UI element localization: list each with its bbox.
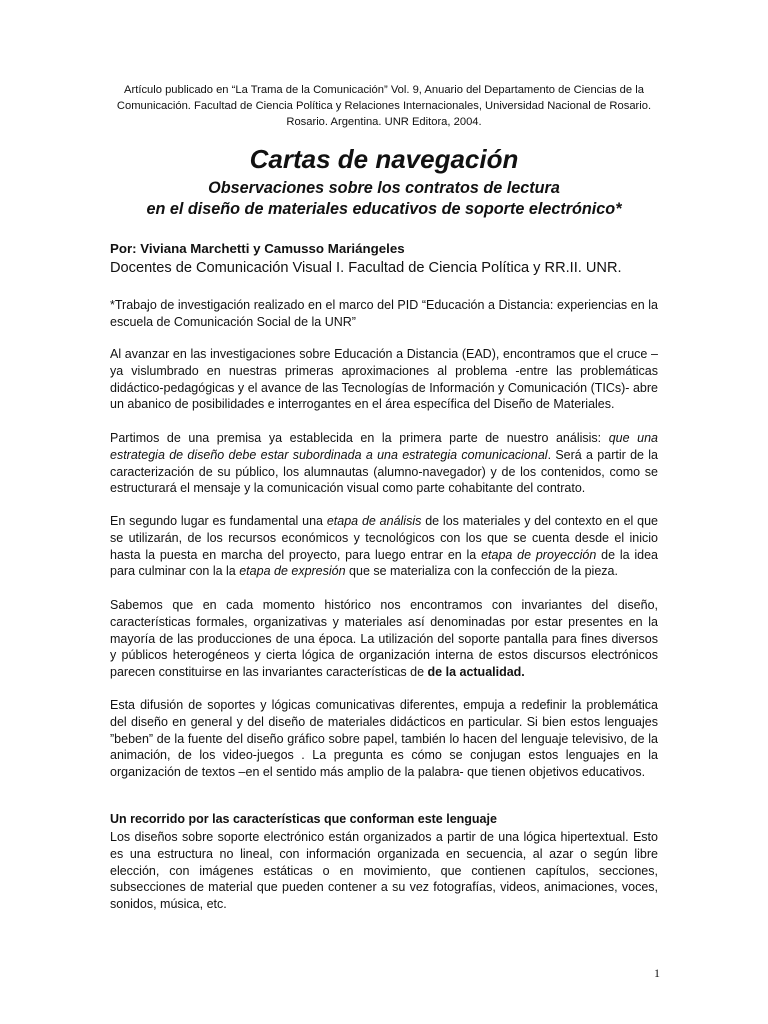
paragraph-3 xyxy=(110,513,658,580)
paragraph-3-text-g: que se materializa con la confección de la pieza. xyxy=(345,564,618,579)
paragraph-2-italic: que una estrategia de diseño debe estar subordinada a una estrategia comunicacional xyxy=(110,431,659,462)
paragraph-4-text-a: Sabemos que en cada momento histórico nos encontramos con invariantes del diseño, características formales, organizativas y materiales así denominadas por estar presentes en la mayoría de las producciones de una época. La utilización del soporte pantalla para fines diversos y públicos heterogéneos y cierta lógica de organización interna de estos discursos electrónicos parecen constituirse en las invariantes características de xyxy=(110,598,658,680)
paragraph-2 xyxy=(110,430,658,497)
affiliation-line: Docentes de Comunicación Visual I. Facultad de Ciencia Política y RR.II. UNR. xyxy=(110,260,622,276)
paragraph-3-text-a: En segundo lugar es fundamental una xyxy=(110,514,327,528)
paragraph-3-text-c: de los materiales y del contexto en el que se utilizarán, de los recursos económicos y tecnológicos con los que se cuenta desde el inicio hasta la puesta en marcha del proyecto, para luego entrar en la xyxy=(110,514,658,562)
subtitle-line-1: Observaciones sobre los contratos de lectura xyxy=(208,179,560,197)
page-number: 1 xyxy=(654,966,660,980)
subtitle-line-2: en el diseño de materiales educativos de soporte electrónico* xyxy=(146,200,622,218)
article-subtitle xyxy=(60,178,708,220)
authors-line: Por: Viviana Marchetti y Camusso Mariángeles xyxy=(110,241,405,256)
paragraph-3-italic-analysis: etapa de análisis xyxy=(326,514,422,528)
paragraph-3-italic-expression: etapa de expresión xyxy=(239,564,346,579)
paragraph-1: Al avanzar en las investigaciones sobre Educación a Distancia (EAD), encontramos que el cruce –ya vislumbrado en nuestras primeras aproximaciones al problema -entre las problemáticas didáctico-pedagógicas y el avance de las Tecnologías de Información y Comunicación (TICs)- abre un abanico de posibilidades e interrogantes en el área específica del Diseño de Materiales. xyxy=(110,347,658,412)
research-footnote: *Trabajo de investigación realizado en el marco del PID “Educación a Distancia: experiencias en la escuela de Comunicación Social de la UNR” xyxy=(110,298,658,329)
paragraph-3-text-e: de la idea para culminar con la la xyxy=(110,547,658,579)
publication-note: Artículo publicado en “La Trama de la Comunicación” Vol. 9, Anuario del Departamento de Ciencias de la Comunicación. Facultad de Ciencia Política y Relaciones Internacionales, Universidad Nacional de Rosario. Rosario. Argentina. UNR Editora, 2004. xyxy=(116,84,652,128)
paragraph-2-text-a: Partimos de una premisa ya establecida en la primera parte de nuestro análisis: xyxy=(110,431,609,445)
paragraph-3-italic-projection: etapa de proyección xyxy=(481,547,597,562)
paragraph-4-bold: de la actualidad. xyxy=(427,665,525,680)
paragraph-4 xyxy=(110,597,658,681)
paragraph-2-text-c: . Será a partir de la caracterización de su público, los alumnautas (alumno-navegador) y de los contenidos, como se estructurará el mensaje y la comunicación visual como parte cohabitante del contrato. xyxy=(110,447,659,496)
paragraph-6: Los diseños sobre soporte electrónico están organizados a partir de una lógica hipertextual. Esto es una estructura no lineal, con información organizada en secuencia, al azar o según libre elección, con imágenes estáticas o en movimiento, que contienen capítulos, secciones, subsecciones de material que pueden contener a su vez fotografías, videos, animaciones, voces, sonidos, música, etc. xyxy=(110,830,658,912)
section-heading: Un recorrido por las características que conforman este lenguaje xyxy=(110,812,497,826)
paragraph-5: Esta difusión de soportes y lógicas comunicativas diferentes, empuja a redefinir la problemática del diseño en general y del diseño de materiales didácticos en particular. Si bien estos lenguajes ”beben” de la fuente del diseño gráfico sobre papel, también lo hacen del lenguaje televisivo, de la animación, de los video-juegos . La pregunta es cómo se conjugan estos lenguajes en la organización de textos –en el sentido más amplio de la palabra- que tienen objetivos educativos. xyxy=(110,698,658,780)
article-title: Cartas de navegación xyxy=(249,144,519,174)
